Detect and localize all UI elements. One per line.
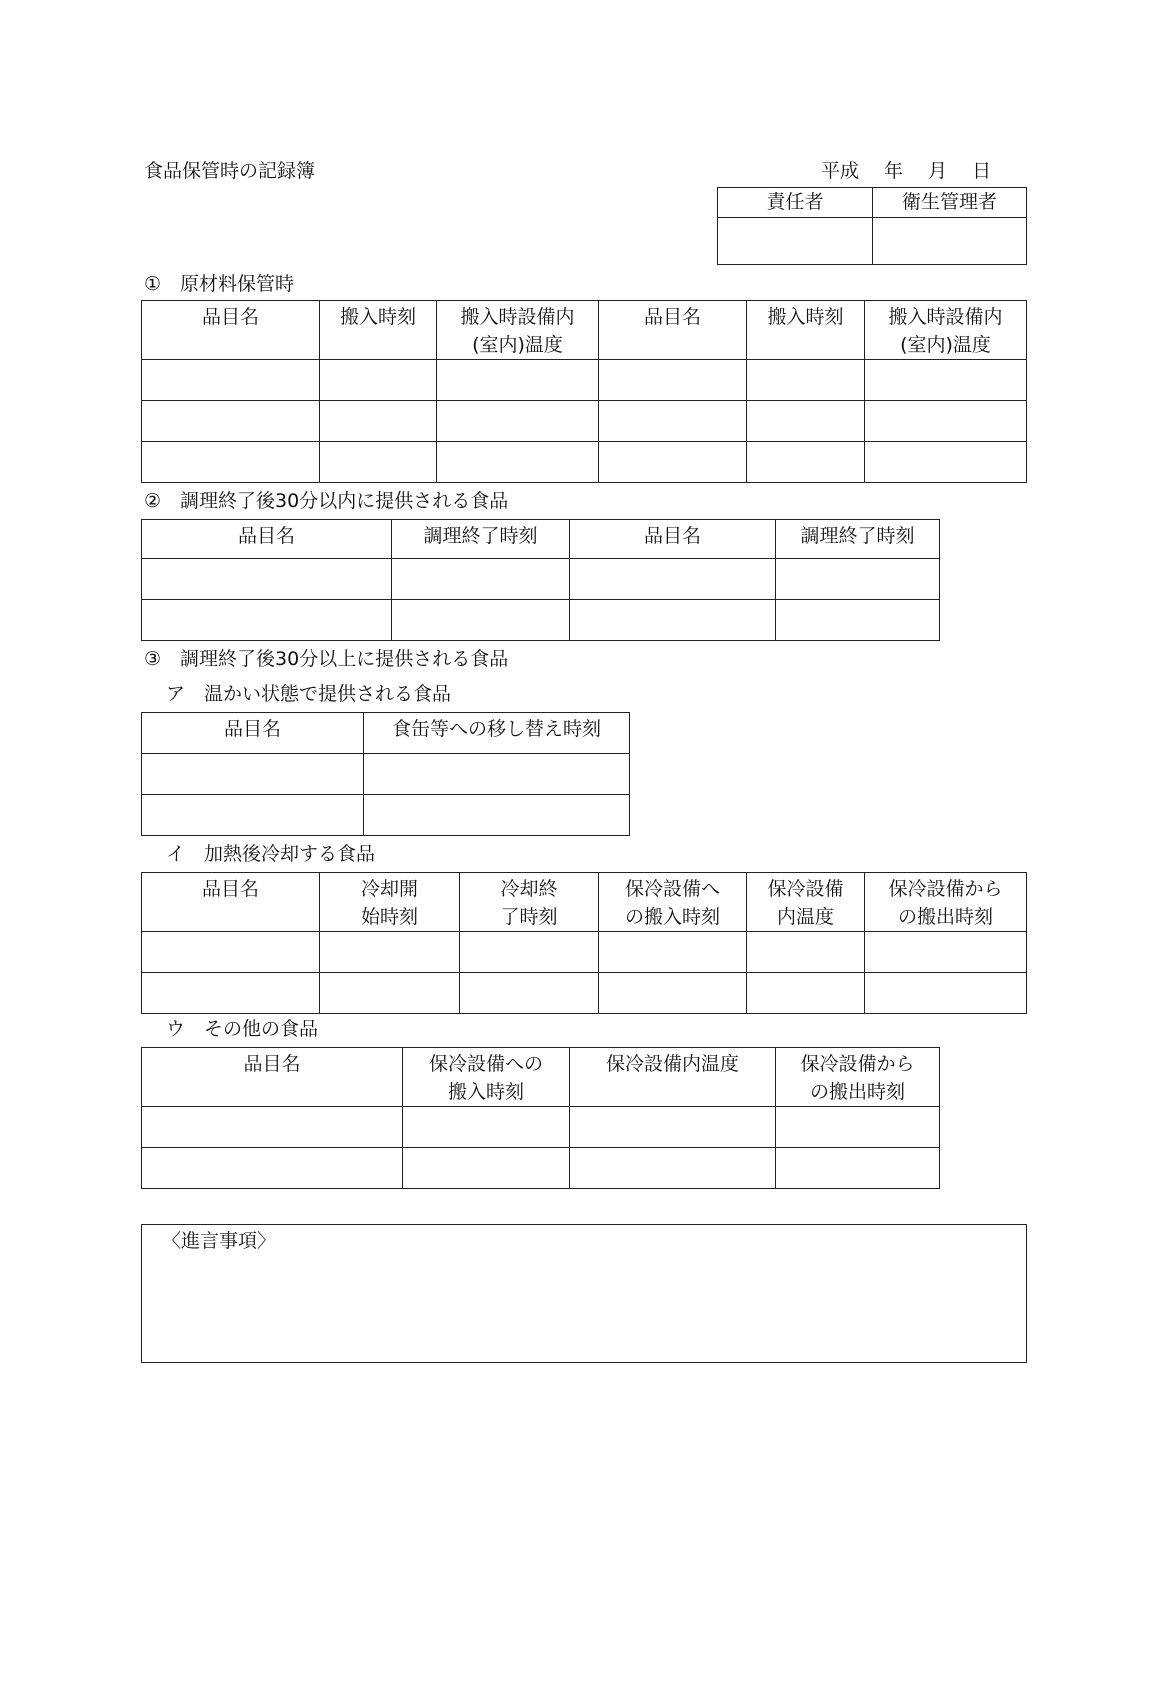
- entry-cell[interactable]: [142, 360, 320, 401]
- entry-cell[interactable]: [599, 401, 747, 442]
- entry-cell[interactable]: [865, 360, 1027, 401]
- table-row: [142, 600, 940, 641]
- entry-cell[interactable]: [142, 1107, 403, 1148]
- entry-cell[interactable]: [403, 1107, 570, 1148]
- table-row: [142, 401, 1027, 442]
- header-row: [142, 713, 630, 754]
- table-row: [142, 360, 1027, 401]
- entry-cell[interactable]: [142, 932, 320, 973]
- column-header: 品目名: [599, 301, 747, 360]
- entry-cell[interactable]: [364, 795, 630, 836]
- date-label: 平成 年 月 日: [821, 160, 992, 182]
- column-header: 品目名: [142, 713, 364, 754]
- entry-cell[interactable]: [599, 360, 747, 401]
- entry-cell[interactable]: [747, 932, 865, 973]
- entry-cell[interactable]: [142, 401, 320, 442]
- header-row: [142, 301, 1027, 360]
- column-header: 冷却終 了時刻: [460, 873, 599, 932]
- cooled-food-table: [141, 872, 1027, 1014]
- column-header: 品目名: [570, 520, 776, 559]
- warm-food-table: [141, 712, 630, 836]
- header-hygiene-manager: 衛生管理者: [873, 188, 1027, 218]
- within-30min-table: [141, 519, 940, 641]
- section3a-label: ア 温かい状態で提供される食品: [166, 683, 452, 705]
- entry-cell[interactable]: [865, 442, 1027, 483]
- column-header: 食缶等への移し替え時刻: [364, 713, 630, 754]
- entry-cell[interactable]: [570, 600, 776, 641]
- entry-cell[interactable]: [142, 442, 320, 483]
- entry-cell[interactable]: [437, 360, 599, 401]
- entry-cell[interactable]: [747, 401, 865, 442]
- signature-cell-hygiene-manager[interactable]: [873, 218, 1027, 265]
- column-header: 品目名: [142, 1048, 403, 1107]
- entry-cell[interactable]: [320, 442, 437, 483]
- entry-cell[interactable]: [570, 1148, 776, 1189]
- entry-cell[interactable]: [599, 442, 747, 483]
- entry-cell[interactable]: [570, 559, 776, 600]
- column-header: 保冷設備から の搬出時刻: [865, 873, 1027, 932]
- column-header: 品目名: [142, 301, 320, 360]
- column-header: 品目名: [142, 520, 392, 559]
- entry-cell[interactable]: [865, 401, 1027, 442]
- column-header: 搬入時刻: [320, 301, 437, 360]
- entry-cell[interactable]: [460, 973, 599, 1014]
- entry-cell[interactable]: [747, 360, 865, 401]
- column-header: 搬入時刻: [747, 301, 865, 360]
- column-header: 保冷設備内温度: [570, 1048, 776, 1107]
- signature-table: [717, 187, 1027, 265]
- entry-cell[interactable]: [392, 559, 570, 600]
- header-row: [142, 520, 940, 559]
- entry-cell[interactable]: [320, 360, 437, 401]
- table-row: [142, 932, 1027, 973]
- header-row: [142, 873, 1027, 932]
- raw-material-table: [141, 300, 1027, 483]
- entry-cell[interactable]: [142, 559, 392, 600]
- entry-cell[interactable]: [320, 401, 437, 442]
- section3-label: ③ 調理終了後30分以上に提供される食品: [144, 648, 509, 670]
- entry-cell[interactable]: [747, 973, 865, 1014]
- column-header: 搬入時設備内 (室内)温度: [437, 301, 599, 360]
- header-responsible: 責任者: [718, 188, 873, 218]
- column-header: 保冷設備への 搬入時刻: [403, 1048, 570, 1107]
- entry-cell[interactable]: [142, 754, 364, 795]
- column-header: 冷却開 始時刻: [320, 873, 460, 932]
- entry-cell[interactable]: [392, 600, 570, 641]
- entry-cell[interactable]: [776, 1148, 940, 1189]
- column-header: 保冷設備 内温度: [747, 873, 865, 932]
- table-row: [142, 754, 630, 795]
- entry-cell[interactable]: [403, 1148, 570, 1189]
- column-header: 調理終了時刻: [392, 520, 570, 559]
- entry-cell[interactable]: [142, 1148, 403, 1189]
- table-row: [142, 442, 1027, 483]
- header-row: [142, 1048, 940, 1107]
- document-title: 食品保管時の記録簿: [144, 160, 316, 182]
- entry-cell[interactable]: [865, 973, 1027, 1014]
- entry-cell[interactable]: [865, 932, 1027, 973]
- section2-label: ② 調理終了後30分以内に提供される食品: [144, 490, 509, 512]
- section1-label: ① 原材料保管時: [144, 273, 295, 295]
- table-row: [142, 973, 1027, 1014]
- entry-cell[interactable]: [142, 795, 364, 836]
- entry-cell[interactable]: [460, 932, 599, 973]
- signature-cell-responsible[interactable]: [718, 218, 873, 265]
- entry-cell[interactable]: [320, 973, 460, 1014]
- column-header: 保冷設備から の搬出時刻: [776, 1048, 940, 1107]
- entry-cell[interactable]: [570, 1107, 776, 1148]
- entry-cell[interactable]: [776, 600, 940, 641]
- section3i-label: イ 加熱後冷却する食品: [166, 843, 376, 865]
- entry-cell[interactable]: [320, 932, 460, 973]
- entry-cell[interactable]: [142, 600, 392, 641]
- section3u-label: ウ その他の食品: [166, 1018, 319, 1040]
- column-header: 搬入時設備内 (室内)温度: [865, 301, 1027, 360]
- entry-cell[interactable]: [747, 442, 865, 483]
- entry-cell[interactable]: [142, 973, 320, 1014]
- column-header: 調理終了時刻: [776, 520, 940, 559]
- entry-cell[interactable]: [599, 973, 747, 1014]
- remarks-label: 〈進言事項〉: [162, 1230, 277, 1252]
- entry-cell[interactable]: [599, 932, 747, 973]
- table-row: [142, 1107, 940, 1148]
- table-row: [142, 795, 630, 836]
- entry-cell[interactable]: [776, 1107, 940, 1148]
- entry-cell[interactable]: [437, 401, 599, 442]
- entry-cell[interactable]: [776, 559, 940, 600]
- column-header: 品目名: [142, 873, 320, 932]
- table-row: [142, 1148, 940, 1189]
- entry-cell[interactable]: [437, 442, 599, 483]
- column-header: 保冷設備へ の搬入時刻: [599, 873, 747, 932]
- table-row: [142, 559, 940, 600]
- entry-cell[interactable]: [364, 754, 630, 795]
- other-food-table: [141, 1047, 940, 1189]
- remarks-box[interactable]: [141, 1224, 1027, 1363]
